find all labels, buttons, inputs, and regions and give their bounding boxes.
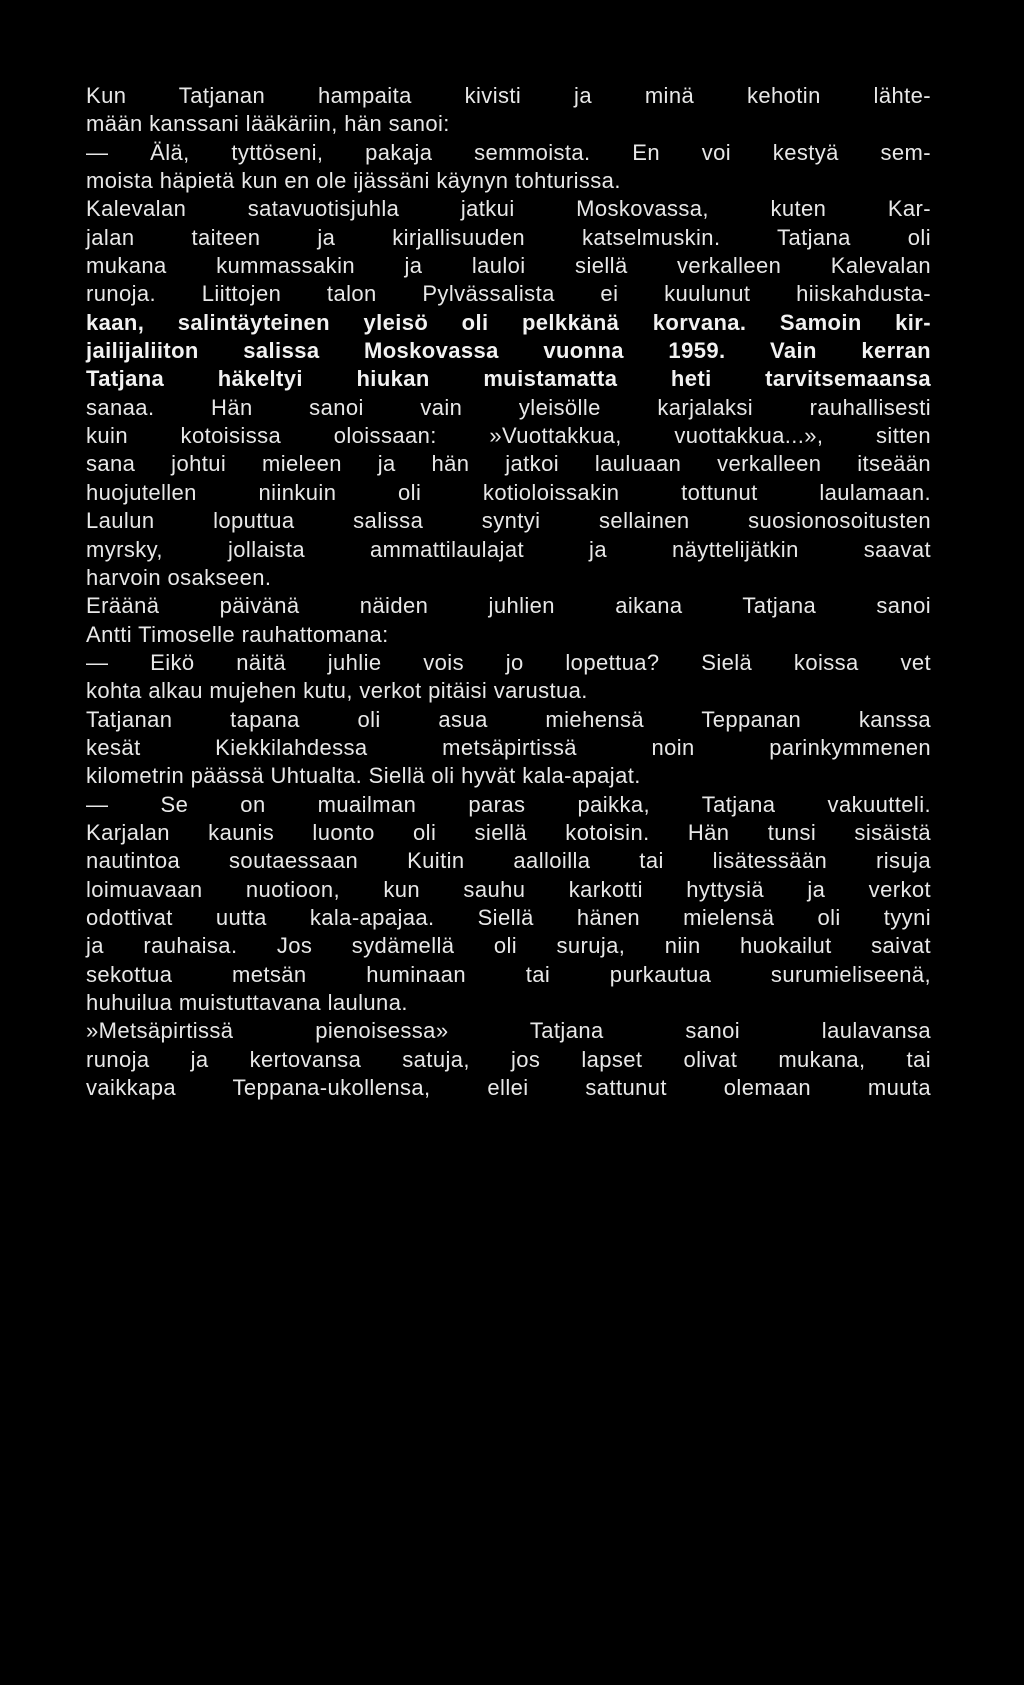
- text-line: sanaa. Hän sanoi vain yleisölle karjalaksi rauhallisesti: [86, 394, 931, 420]
- text-line: harvoin osakseen.: [86, 564, 272, 590]
- text-line: Kun Tatjanan hampaita kivisti ja minä kehotin lähte-: [86, 83, 931, 108]
- text-line: vaikkapa Teppana-ukollensa, ellei sattunut olemaan muuta: [86, 1075, 931, 1101]
- text-line: »Metsäpirtissä pienoisessa» Tatjana sanoi laulavansa: [86, 1018, 931, 1044]
- text-line: runoja. Liittojen talon Pylvässalista ei kuulunut hiiskahdusta-: [86, 281, 931, 307]
- text-line: ja rauhaisa. Jos sydämellä oli suruja, niin huokailut saivat: [86, 933, 931, 959]
- text-line: loimuavaan nuotioon, kun sauhu karkotti hyttysiä ja verkot: [86, 876, 931, 902]
- text-line: — Eikö näitä juhlie vois jo lopettua? Sielä koissa vet: [86, 649, 931, 675]
- text-line: Eräänä päivänä näiden juhlien aikana Tatjana sanoi: [86, 593, 931, 619]
- text-line: Tatjanan tapana oli asua miehensä Teppanan kanssa: [86, 706, 931, 732]
- text-line: sekottua metsän huminaan tai purkautua surumieliseenä,: [86, 961, 931, 987]
- text-line: Antti Timoselle rauhattomana:: [86, 621, 389, 647]
- text-line: jalan taiteen ja kirjallisuuden katselmuskin. Tatjana oli: [86, 224, 931, 250]
- text-line: sana johtui mieleen ja hän jatkoi lauluaan verkalleen itseään: [86, 451, 931, 477]
- text-line: — Se on muailman paras paikka, Tatjana vakuutteli.: [86, 791, 931, 817]
- text-line: kohta alkau mujehen kutu, verkot pitäisi varustua.: [86, 678, 588, 704]
- text-line: Tatjana häkeltyi hiukan muistamatta heti tarvitsemaansa: [86, 366, 931, 392]
- text-line: — Älä, tyttöseni, pakaja semmoista. En voi kestyä sem-: [86, 139, 931, 165]
- text-line: mään kanssani lääkäriin, hän sanoi:: [86, 111, 450, 137]
- text-line: kilometrin päässä Uhtualta. Siellä oli hyvät kala-apajat.: [86, 763, 641, 789]
- text-line: kaan, salintäyteinen yleisö oli pelkkänä korvana. Samoin kir-: [86, 309, 931, 335]
- text-line: Laulun loputtua salissa syntyi sellainen suosionosoitusten: [86, 508, 931, 534]
- text-line: Karjalan kaunis luonto oli siellä kotoisin. Hän tunsi sisäistä: [86, 819, 931, 845]
- text-line: mukana kummassakin ja lauloi siellä verkalleen Kalevalan: [86, 253, 931, 279]
- text-line: huojutellen niinkuin oli kotioloissakin tottunut laulamaan.: [86, 479, 931, 505]
- text-line: huhuilua muistuttavana lauluna.: [86, 990, 408, 1015]
- text-line: kesät Kiekkilahdessa metsäpirtissä noin parinkymmenen: [86, 734, 931, 760]
- text-line: odottivat uutta kala-apajaa. Siellä hänen mielensä oli tyyni: [86, 904, 931, 930]
- text-line: myrsky, jollaista ammattilaulajat ja näyttelijätkin saavat: [86, 536, 931, 562]
- text-line: jailijaliiton salissa Moskovassa vuonna 1959. Vain kerran: [86, 338, 931, 364]
- text-line: Kalevalan satavuotisjuhla jatkui Moskovassa, kuten Kar-: [86, 196, 931, 222]
- document-page: [86, 82, 931, 1102]
- text-line: kuin kotoisissa oloissaan: »Vuottakkua, vuottakkua...», sitten: [86, 423, 931, 449]
- text-line: moista häpietä kun en ole ijässäni käynyn tohturissa.: [86, 168, 621, 194]
- text-line: runoja ja kertovansa satuja, jos lapset olivat mukana, tai: [86, 1046, 931, 1072]
- text-line: nautintoa soutaessaan Kuitin aalloilla tai lisätessään risuja: [86, 848, 931, 874]
